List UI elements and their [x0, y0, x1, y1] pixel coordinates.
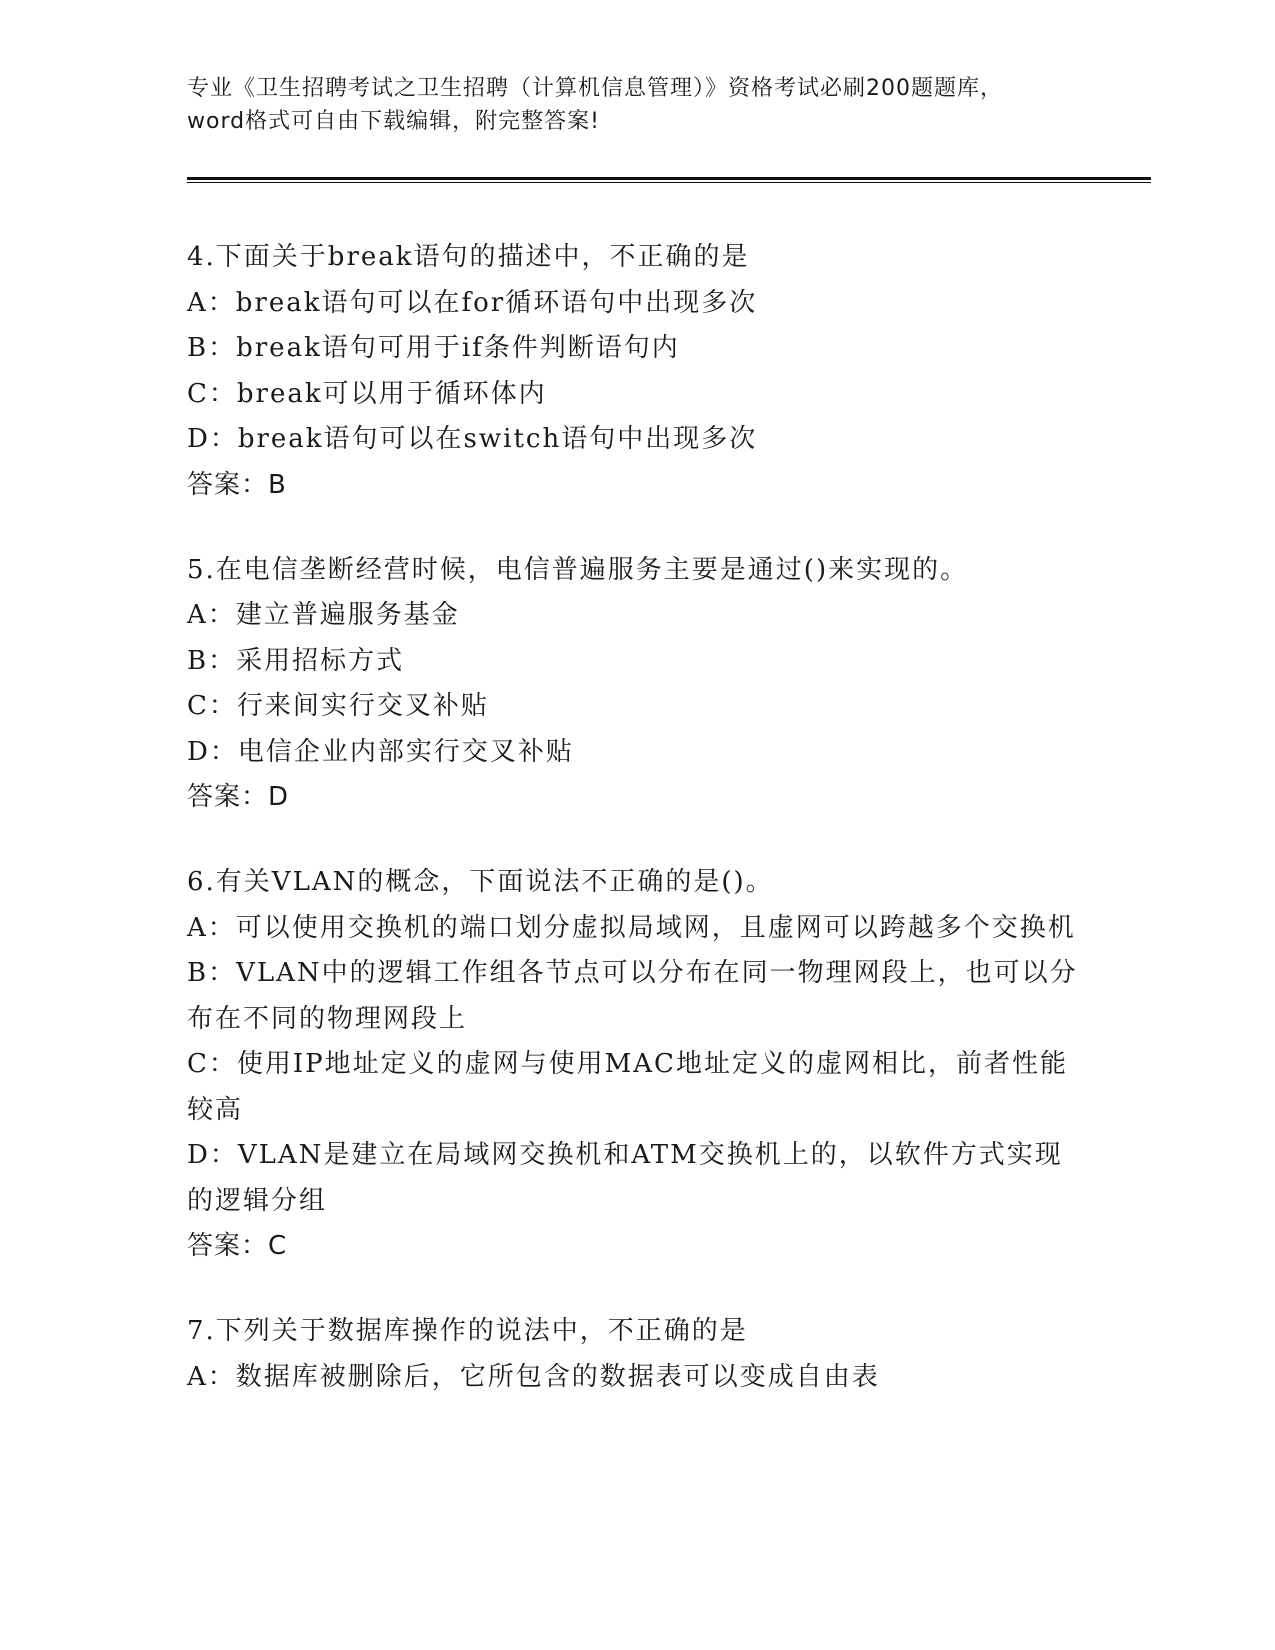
- option-d: D：break语句可以在switch语句中出现多次: [187, 424, 758, 454]
- question-stem: 4.下面关于break语句的描述中，不正确的是: [187, 242, 750, 272]
- option-b: B：break语句可用于if条件判断语句内: [187, 333, 680, 363]
- question-4: [187, 235, 1087, 508]
- option-d: D：VLAN是建立在局域网交换机和ATM交换机上的，以软件方式实现的逻辑分组: [187, 1140, 1063, 1216]
- option-b: B：采用招标方式: [187, 645, 405, 676]
- option-a: A：break语句可以在for循环语句中出现多次: [187, 287, 758, 318]
- option-a: A：可以使用交换机的端口划分虚拟局域网，且虚网可以跨越多个交换机: [187, 912, 1076, 943]
- option-c: C：行来间实行交叉补贴: [187, 691, 489, 721]
- answer-key: 答案：C: [187, 1231, 288, 1261]
- question-stem: 6.有关VLAN的概念，下面说法不正确的是()。: [187, 867, 774, 897]
- question-6: [187, 860, 1087, 1269]
- question-stem: 7.下列关于数据库操作的说法中，不正确的是: [187, 1316, 748, 1346]
- option-b: B：VLAN中的逻辑工作组各节点可以分布在同一物理网段上，也可以分布在不同的物理网段上: [187, 958, 1078, 1034]
- question-5: [187, 548, 1087, 821]
- header-divider-thin: [187, 182, 1151, 183]
- answer-key: 答案：D: [187, 782, 290, 812]
- option-a: A：建立普遍服务基金: [187, 600, 460, 630]
- header-divider-thick: [187, 177, 1151, 180]
- header-line-1: 专业《卫生招聘考试之卫生招聘（计算机信息管理）》资格考试必刷200题题库，: [187, 76, 1003, 101]
- question-7: [187, 1309, 1087, 1400]
- header-line-2: word格式可自由下载编辑，附完整答案!: [187, 109, 600, 134]
- option-a: A：数据库被删除后，它所包含的数据表可以变成自由表: [187, 1361, 880, 1392]
- document-header: [187, 72, 1067, 138]
- option-c: C：break可以用于循环体内: [187, 378, 547, 409]
- answer-key: 答案：B: [187, 469, 287, 500]
- question-list: [187, 235, 1087, 1440]
- option-d: D：电信企业内部实行交叉补贴: [187, 736, 574, 767]
- question-stem: 5.在电信垄断经营时候，电信普遍服务主要是通过()来实现的。: [187, 554, 969, 585]
- option-c: C：使用IP地址定义的虚网与使用MAC地址定义的虚网相比，前者性能较高: [187, 1049, 1068, 1125]
